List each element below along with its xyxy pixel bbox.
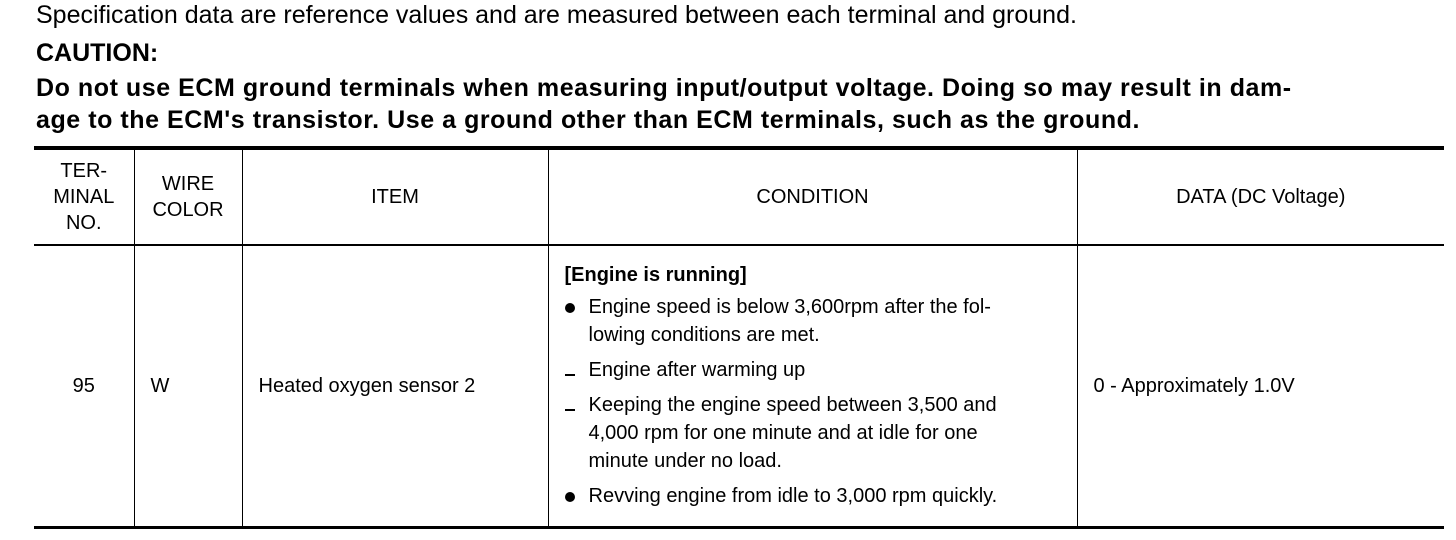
- caution-title: CAUTION:: [36, 39, 159, 67]
- table-row: [34, 245, 1444, 528]
- condition-text-line: minute under no load.: [588, 449, 782, 472]
- condition-cell: [548, 245, 1077, 528]
- data-cell: 0 - Approximately 1.0V: [1077, 245, 1444, 528]
- condition-item: [565, 391, 1069, 475]
- condition-text-line: Revving engine from idle to 3,000 rpm quickly.: [588, 484, 998, 507]
- caution-line: Do not use ECM ground terminals when measuring input/output voltage. Doing so may result in dam-: [36, 74, 1292, 102]
- header-row: [34, 148, 1444, 245]
- condition-item: [565, 293, 1069, 349]
- condition-item: [565, 356, 1069, 384]
- col-header-item: ITEM: [242, 148, 548, 245]
- condition-item: [565, 482, 1069, 510]
- bullet-icon: [565, 482, 583, 510]
- item-cell: Heated oxygen sensor 2: [242, 245, 548, 528]
- col-header-data: DATA (DC Voltage): [1077, 148, 1444, 245]
- header-line: NO.: [65, 212, 102, 234]
- header-line: MINAL: [53, 186, 115, 208]
- header-line: COLOR: [152, 199, 224, 221]
- col-header-condition: CONDITION: [548, 148, 1077, 245]
- bullet-icon: [565, 293, 583, 321]
- spec-table: [34, 146, 1444, 529]
- intro-text: Specification data are reference values and are measured between each terminal and ground.: [36, 1, 1077, 29]
- condition-text-line: Engine speed is below 3,600rpm after the fol-: [588, 295, 991, 318]
- wire-color-cell: W: [134, 245, 242, 528]
- dash-icon: [565, 356, 583, 384]
- col-header-terminal: [34, 148, 134, 245]
- terminal-cell: 95: [34, 245, 134, 528]
- condition-text-line: lowing conditions are met.: [588, 323, 820, 346]
- header-line: TER-: [60, 160, 108, 182]
- col-header-wire: [134, 148, 242, 245]
- condition-text-line: Engine after warming up: [588, 358, 806, 381]
- condition-list: [565, 293, 1069, 510]
- condition-text-line: 4,000 rpm for one minute and at idle for one: [588, 421, 978, 444]
- condition-heading: [Engine is running]: [564, 263, 747, 286]
- dash-icon: [565, 391, 583, 419]
- caution-text: [36, 72, 1444, 136]
- header-line: WIRE: [161, 173, 215, 195]
- caution-line: age to the ECM's transistor. Use a ground other than ECM terminals, such as the ground.: [36, 106, 1140, 134]
- condition-text-line: Keeping the engine speed between 3,500 and: [588, 393, 997, 416]
